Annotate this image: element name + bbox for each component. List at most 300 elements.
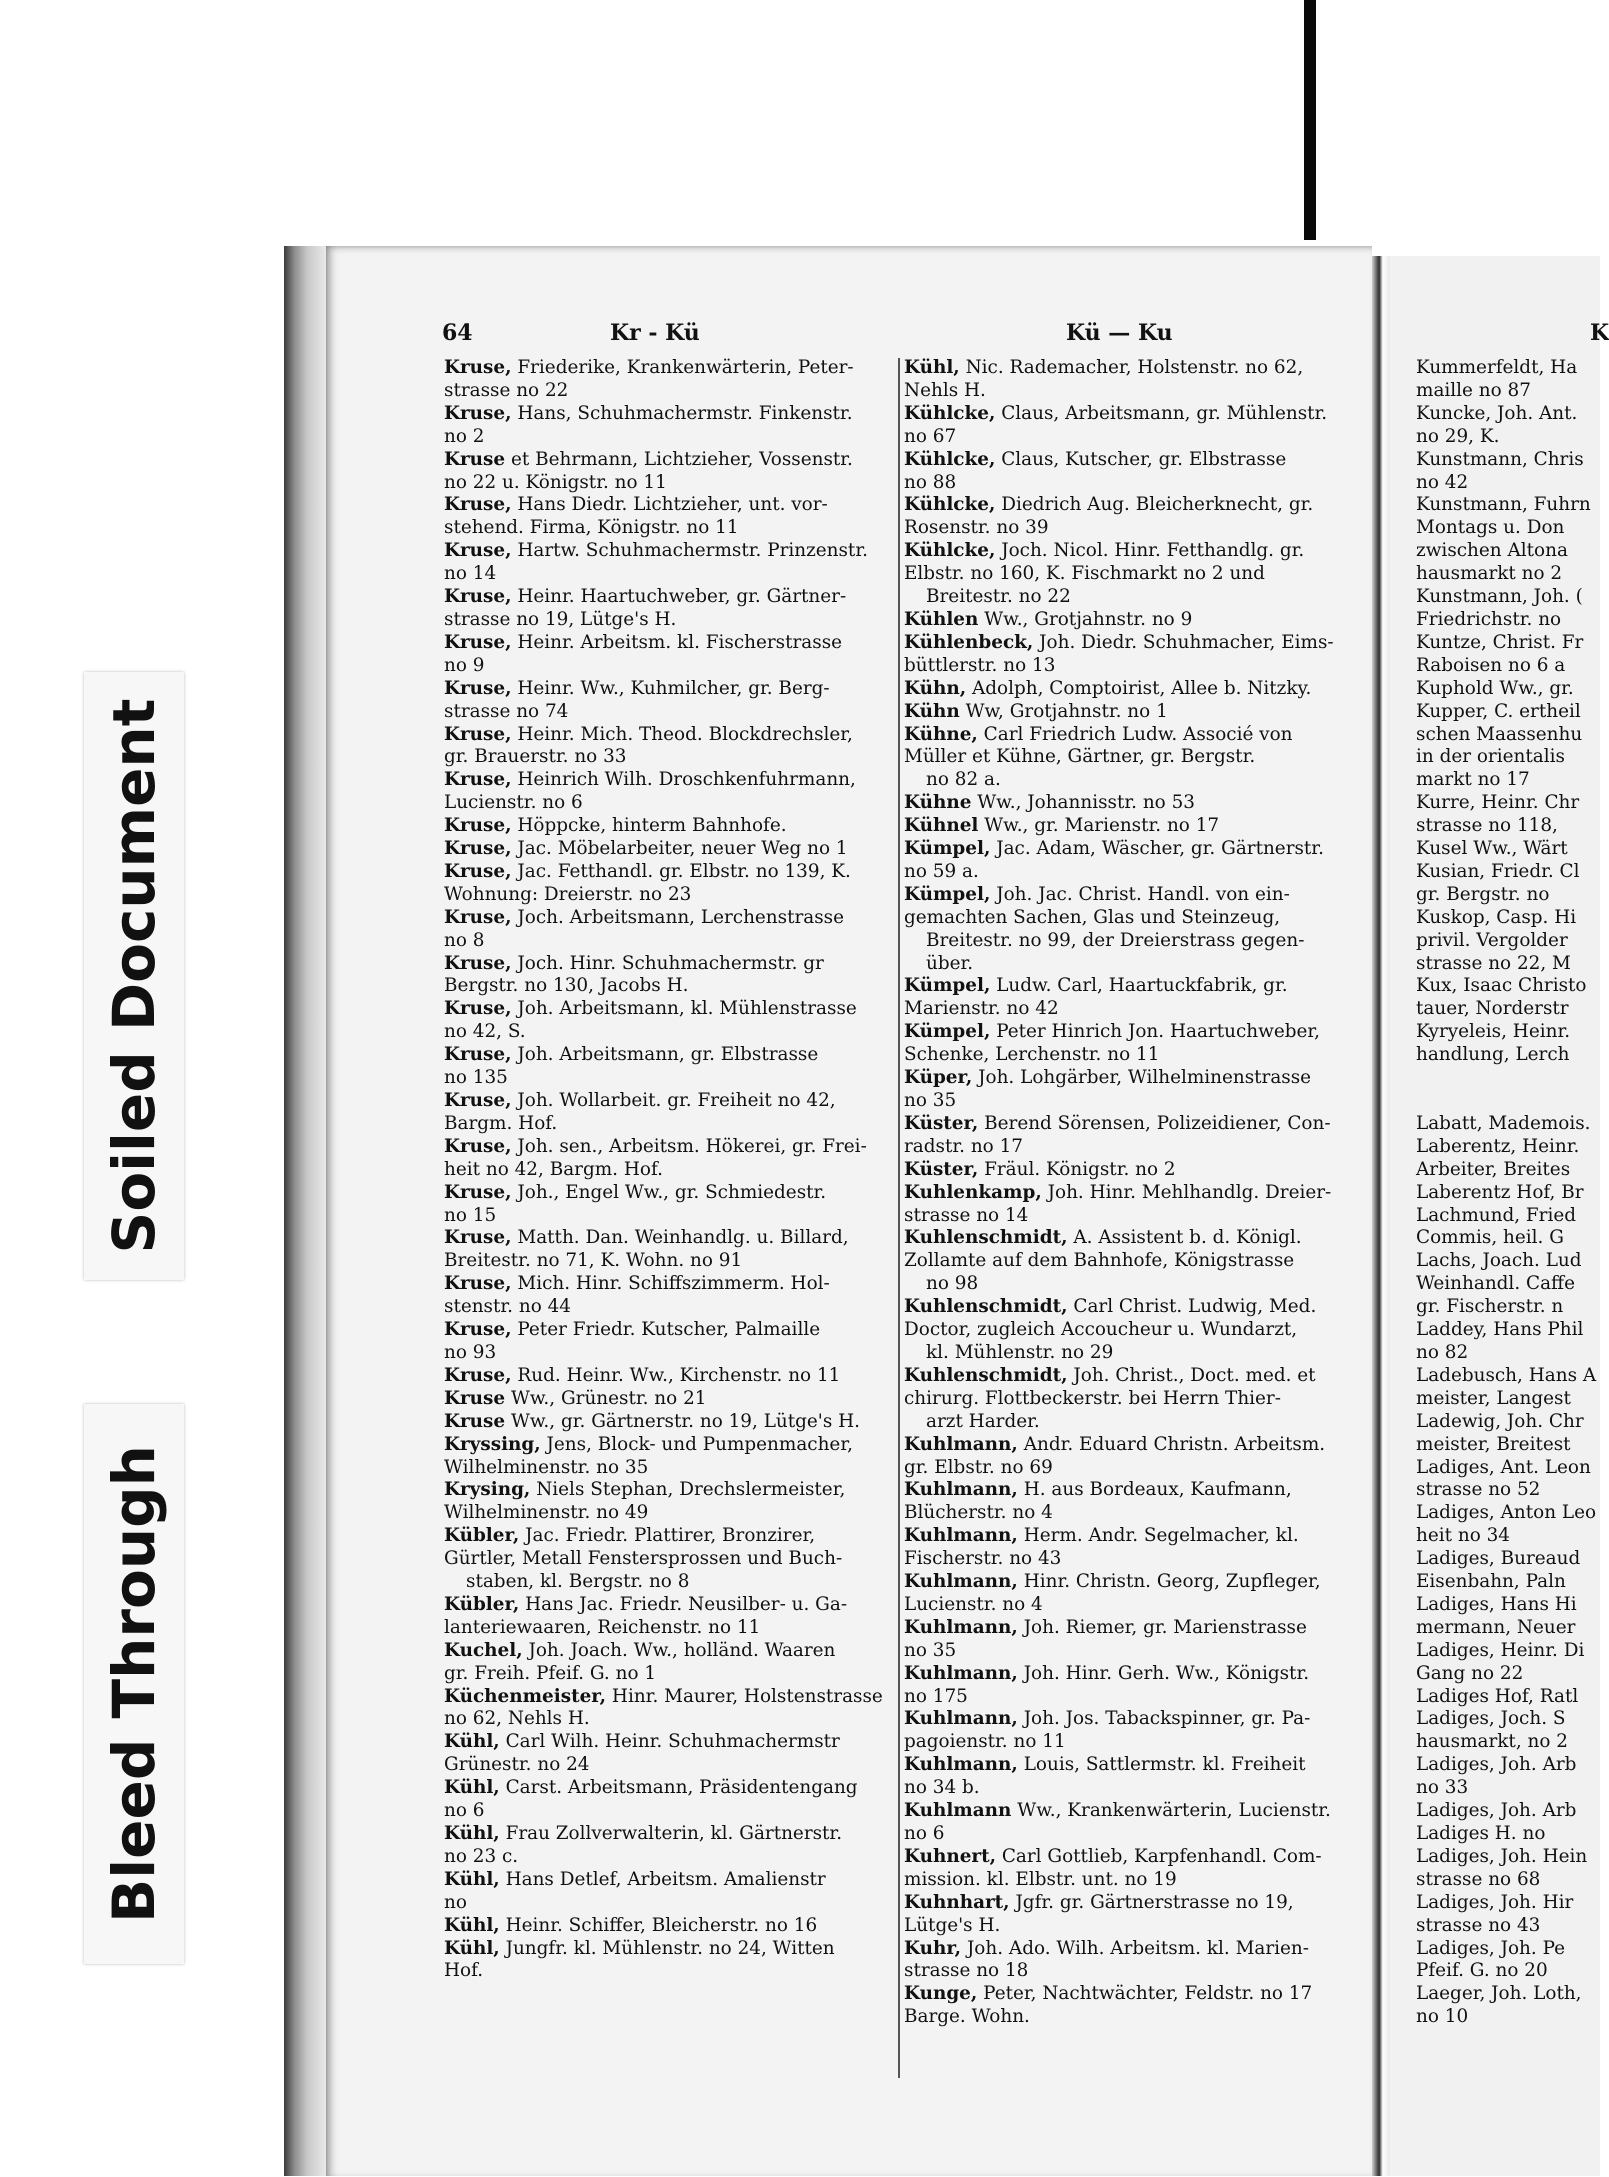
entry-continuation: no 88 — [904, 471, 957, 493]
entry-surname: Küster, — [904, 1158, 979, 1180]
entry-surname: Kühlcke, — [904, 448, 996, 470]
directory-entry — [444, 449, 894, 495]
bleed-through-text: Bleed Through — [100, 1445, 168, 1923]
entry-surname: Kühl, — [444, 1777, 500, 1799]
directory-entry — [904, 792, 1354, 815]
entry-continuation: no 6 — [904, 1823, 945, 1844]
entry-details: Joh. Diedr. Schuhmacher, Eims- — [1039, 631, 1334, 653]
directory-entry — [444, 907, 894, 953]
facing-entry-line: gr. Fischerstr. n — [1416, 1296, 1564, 1318]
facing-entry-line: Kuskop, Casp. Hi — [1416, 906, 1577, 928]
entry-details: Jgfr. gr. Gärtnerstrasse no 19, — [1015, 1891, 1294, 1913]
facing-entry-line — [1416, 1090, 1606, 1113]
entry-continuation: Zollamte auf dem Bahnhofe, Königstrasse — [904, 1250, 1295, 1272]
directory-entry — [444, 494, 894, 540]
facing-entry-line: Commis, heil. G — [1416, 1227, 1564, 1249]
facing-entry-line: privil. Vergolder — [1416, 929, 1568, 951]
facing-entry-line: meister, Breitest — [1416, 1433, 1571, 1455]
entry-details: Heinr. Schiffer, Bleicherstr. no 16 — [505, 1914, 818, 1936]
entry-surname: Kruse, — [444, 860, 512, 882]
entry-surname: Kuhlmann, — [904, 1479, 1018, 1501]
entry-surname: Kruse — [444, 1387, 506, 1409]
entry-continuation: Rosenstr. no 39 — [904, 517, 1049, 539]
entry-continuation: strasse no 18 — [904, 1960, 1029, 1982]
entry-details: Ludw. Carl, Haartuckfabrik, gr. — [996, 975, 1288, 997]
entry-details: Claus, Kutscher, gr. Elbstrasse — [1001, 448, 1287, 470]
entry-continuation: no 9 — [444, 654, 485, 676]
entry-continuation: no 135 — [444, 1067, 508, 1089]
entry-details: Hinr. Christn. Georg, Zupfleger, — [1023, 1571, 1321, 1593]
entry-details: Carl Friedrich Ludw. Associé von — [983, 723, 1293, 745]
entry-details: Carl Wilh. Heinr. Schuhmachermstr — [505, 1731, 840, 1753]
directory-entry — [904, 1617, 1354, 1663]
scan-black-bar — [1304, 0, 1316, 240]
directory-entry — [444, 1090, 894, 1136]
directory-entry — [904, 1938, 1354, 1984]
entry-continuation: no 93 — [444, 1341, 497, 1363]
entry-surname: Kübler, — [444, 1593, 520, 1615]
directory-entry — [444, 1319, 894, 1365]
entry-continuation: pagoienstr. no 11 — [904, 1731, 1066, 1753]
directory-entry — [444, 1525, 894, 1571]
facing-entry-line: zwischen Altona — [1416, 540, 1568, 562]
directory-entry — [904, 586, 1354, 609]
facing-entry-line: Ladiges, Bureaud — [1416, 1548, 1581, 1570]
entry-details: Niels Stephan, Drechslermeister, — [536, 1479, 846, 1501]
entry-continuation: büttlerstr. no 13 — [904, 654, 1056, 676]
entry-details: Heinrich Wilh. Droschkenfuhrmann, — [517, 769, 856, 791]
book-spine — [284, 246, 326, 2176]
entry-continuation: Wilhelminenstr. no 35 — [444, 1456, 649, 1478]
facing-entry-line: Ladiges, Joh. Arb — [1416, 1754, 1577, 1776]
facing-entry-line: mermann, Neuer — [1416, 1616, 1576, 1638]
entry-continuation: gr. Freih. Pfeif. G. no 1 — [444, 1662, 657, 1684]
directory-entry — [904, 1411, 1354, 1434]
facing-entry-line: Kurre, Heinr. Chr — [1416, 792, 1580, 814]
directory-entry — [904, 632, 1354, 678]
entry-continuation: no 59 a. — [904, 860, 979, 882]
entry-continuation: no 14 — [444, 563, 497, 585]
directory-entry — [904, 1021, 1354, 1067]
entry-surname: Kühl, — [444, 1731, 500, 1753]
entry-continuation: strasse no 14 — [904, 1204, 1029, 1226]
directory-entry — [904, 1182, 1354, 1228]
entry-details: Joh. Arbeitsmann, gr. Elbstrasse — [517, 1044, 819, 1066]
entry-continuation: no 175 — [904, 1685, 968, 1707]
facing-entry-line: Ladiges, Hans Hi — [1416, 1593, 1577, 1615]
entry-details: Joh. Lohgärber, Wilhelminenstrasse — [978, 1067, 1312, 1089]
entry-continuation: gemachten Sachen, Glas und Steinzeug, — [904, 906, 1281, 928]
entry-continuation: no 42, S. — [444, 1021, 526, 1043]
facing-entry-line: Ladiges H. no — [1416, 1823, 1546, 1844]
entry-details: Hans, Schuhmachermstr. Finkenstr. — [517, 402, 853, 424]
facing-entry-line: tauer, Norderstr — [1416, 998, 1569, 1020]
entry-details: Jac. Möbelarbeiter, neuer Weg no 1 — [517, 838, 848, 860]
entry-surname: Kruse, — [444, 1090, 512, 1111]
entry-surname: Kruse, — [444, 1364, 512, 1386]
directory-entry — [904, 1754, 1354, 1800]
facing-entry-line: Ladewig, Joh. Chr — [1416, 1410, 1584, 1432]
facing-entry-line: Kusian, Friedr. Cl — [1416, 860, 1580, 882]
entry-surname: Kruse, — [444, 906, 512, 928]
entry-details: Jac. Adam, Wäscher, gr. Gärtnerstr. — [996, 838, 1324, 860]
facing-page-range: K — [1590, 320, 1609, 346]
directory-entry — [444, 1640, 894, 1686]
entry-continuation: Grünestr. no 24 — [444, 1754, 590, 1776]
entry-surname: Kruse, — [444, 586, 512, 608]
facing-entry-line: Laberentz, Heinr. — [1416, 1135, 1580, 1157]
entry-surname: Kruse, — [444, 402, 512, 424]
entry-surname: Küchenmeister, — [444, 1685, 607, 1707]
directory-entry — [444, 1227, 894, 1273]
entry-surname: Küster, — [904, 1112, 979, 1134]
entry-surname: Kühlcke, — [904, 540, 996, 562]
entry-surname: Kühl, — [904, 357, 960, 378]
entry-continuation: Barge. Wohn. — [904, 2006, 1030, 2028]
entry-continuation: Lucienstr. no 6 — [444, 792, 583, 814]
directory-entry — [444, 1915, 894, 1938]
entry-details: Jac. Friedr. Plattirer, Bronzirer, — [525, 1525, 816, 1547]
entry-continuation: strasse no 19, Lütge's H. — [444, 608, 677, 630]
entry-continuation: heit no 42, Bargm. Hof. — [444, 1158, 663, 1180]
directory-entry — [904, 1342, 1354, 1365]
entry-details: Joh., Engel Ww., gr. Schmiedestr. — [517, 1181, 827, 1203]
directory-entry — [444, 769, 894, 815]
facing-entry-line — [1416, 1067, 1606, 1090]
directory-entry — [444, 1571, 894, 1594]
entry-details: Joch. Arbeitsmann, Lerchenstrasse — [517, 906, 844, 928]
facing-entry-line: no 82 — [1416, 1341, 1469, 1363]
entry-details: Jungfr. kl. Mühlenstr. no 24, Witten — [505, 1937, 835, 1959]
entry-continuation: Breitestr. no 71, K. Wohn. no 91 — [444, 1250, 743, 1272]
entry-details: Jac. Fetthandl. gr. Elbstr. no 139, K. — [517, 860, 851, 882]
entry-surname: Kuhr, — [904, 1937, 962, 1959]
entry-surname: Küper, — [904, 1067, 973, 1089]
directory-entry — [444, 1365, 894, 1388]
entry-surname: Kuhlenschmidt, — [904, 1296, 1068, 1318]
entry-surname: Kühl, — [444, 1823, 500, 1844]
facing-entry-line: Labatt, Mademois. — [1416, 1112, 1591, 1134]
entry-continuation: no 34 b. — [904, 1777, 980, 1799]
entry-details: Diedrich Aug. Bleicherknecht, gr. — [1001, 494, 1314, 516]
facing-entry-line: strasse no 43 — [1416, 1914, 1541, 1936]
facing-entry-line: Ladiges, Heinr. Di — [1416, 1639, 1585, 1661]
entry-details: Matth. Dan. Weinhandlg. u. Billard, — [517, 1227, 849, 1249]
entry-details: Joh. sen., Arbeitsm. Hökerei, gr. Frei- — [517, 1135, 867, 1157]
entry-details: Joh. Riemer, gr. Marienstrasse — [1023, 1616, 1307, 1638]
facing-entry-line: schen Maassenhu — [1416, 723, 1583, 745]
entry-details: Ww., Johannisstr. no 53 — [977, 792, 1195, 814]
facing-entry-line: strasse no 118, — [1416, 815, 1558, 837]
facing-entry-line: no 29, K. — [1416, 425, 1500, 447]
directory-entry — [904, 1479, 1354, 1525]
directory-entry — [444, 1869, 894, 1915]
entry-details: Heinr. Mich. Theod. Blockdrechsler, — [517, 723, 853, 745]
directory-entry — [904, 403, 1354, 449]
entry-details: H. aus Bordeaux, Kaufmann, — [1023, 1479, 1292, 1501]
entry-continuation: über. — [926, 952, 974, 974]
entry-continuation: chirurg. Flottbeckerstr. bei Herrn Thier- — [904, 1387, 1281, 1409]
facing-entry-line: Ladiges, Anton Leo — [1416, 1502, 1597, 1524]
entry-continuation: no 8 — [444, 929, 485, 951]
bleed-through-label — [84, 1404, 184, 1964]
facing-entry-line: meister, Langest — [1416, 1387, 1571, 1409]
entry-details: Berend Sörensen, Polizeidiener, Con- — [984, 1112, 1331, 1134]
column-divider — [898, 358, 900, 2078]
entry-surname: Kühl, — [444, 1868, 500, 1890]
entry-continuation: Breitestr. no 99, der Dreierstrass gegen- — [926, 929, 1305, 951]
facing-entry-line: Kunstmann, Chris — [1416, 448, 1584, 470]
directory-entry — [904, 1983, 1354, 2029]
facing-entry-line: Weinhandl. Caffe — [1416, 1273, 1575, 1295]
entry-surname: Kümpel, — [904, 838, 991, 860]
entry-continuation: Schenke, Lerchenstr. no 11 — [904, 1044, 1160, 1066]
directory-entry — [904, 769, 1354, 792]
facing-entry-line: Raboisen no 6 a — [1416, 654, 1566, 676]
facing-entry-line: Ladiges, Ant. Leon — [1416, 1456, 1591, 1478]
entry-surname: Kühlenbeck, — [904, 631, 1034, 653]
entry-details: Carl Gottlieb, Karpfenhandl. Com- — [1001, 1845, 1322, 1867]
entry-surname: Kuhlmann, — [904, 1525, 1018, 1547]
facing-entry-line: Laberentz Hof, Br — [1416, 1181, 1584, 1203]
entry-continuation: strasse no 74 — [444, 700, 569, 722]
facing-entry-line: Montags u. Don — [1416, 517, 1565, 539]
entry-continuation: mission. kl. Elbstr. unt. no 19 — [904, 1868, 1177, 1890]
entry-details: Joh. Hinr. Gerh. Ww., Königstr. — [1023, 1662, 1310, 1684]
directory-entry — [444, 540, 894, 586]
directory-entry — [444, 1434, 894, 1480]
facing-entry-line: Ladiges, Joch. S — [1416, 1708, 1566, 1730]
entry-surname: Kühlcke, — [904, 402, 996, 424]
entry-surname: Kruse, — [444, 1319, 512, 1341]
facing-entry-line: Kyryeleis, Heinr. — [1416, 1021, 1571, 1043]
entry-surname: Kruse — [444, 448, 506, 470]
left-column-range: Kr - Kü — [610, 320, 700, 346]
entry-surname: Kühne — [904, 792, 972, 814]
entry-continuation: Hof. — [444, 1960, 484, 1982]
directory-entry — [444, 1044, 894, 1090]
entry-details: Hans Detlef, Arbeitsm. Amalienstr — [505, 1868, 826, 1890]
directory-entry — [904, 838, 1354, 884]
facing-entry-line: Kupper, C. ertheil — [1416, 700, 1581, 722]
directory-entry — [904, 1067, 1354, 1113]
entry-details: Ww., Krankenwärterin, Lucienstr. — [1017, 1800, 1331, 1822]
entry-continuation: gr. Elbstr. no 69 — [904, 1456, 1053, 1478]
facing-entry-line: strasse no 22, M — [1416, 952, 1571, 974]
facing-entry-line: Lachmund, Fried — [1416, 1204, 1577, 1226]
entry-continuation: no 98 — [926, 1273, 979, 1295]
facing-entry-line: strasse no 52 — [1416, 1479, 1541, 1501]
directory-entry — [444, 1411, 894, 1434]
entry-details: Herm. Andr. Segelmacher, kl. — [1023, 1525, 1299, 1547]
entry-continuation: gr. Brauerstr. no 33 — [444, 746, 627, 768]
facing-entry-line: Kunstmann, Fuhrn — [1416, 494, 1591, 516]
directory-entry — [904, 1273, 1354, 1296]
entry-surname: Krysing, — [444, 1479, 531, 1501]
entry-continuation: stehend. Firma, Königstr. no 11 — [444, 517, 739, 539]
entry-surname: Kübler, — [444, 1525, 520, 1547]
facing-entry-line: Ladiges, Joh. Hein — [1416, 1845, 1588, 1867]
entry-details: Heinr. Arbeitsm. kl. Fischerstrasse — [517, 631, 843, 653]
directory-entry — [904, 1113, 1354, 1159]
entry-details: Heinr. Ww., Kuhmilcher, gr. Berg- — [517, 677, 830, 699]
directory-entry — [444, 1731, 894, 1777]
entry-surname: Kruse, — [444, 838, 512, 860]
facing-entry-line: hausmarkt no 2 — [1416, 563, 1563, 585]
directory-entry — [444, 1938, 894, 1984]
directory-entry — [904, 1892, 1354, 1938]
entry-details: Carl Christ. Ludwig, Med. — [1073, 1296, 1317, 1318]
facing-entry-line: strasse no 68 — [1416, 1868, 1541, 1890]
entry-continuation: Nehls H. — [904, 379, 986, 401]
entry-details: Joh. Joach. Ww., holländ. Waaren — [528, 1639, 836, 1661]
entry-details: A. Assistent b. d. Königl. — [1073, 1227, 1302, 1249]
entry-surname: Kuhnert, — [904, 1845, 996, 1867]
directory-entry — [904, 1663, 1354, 1709]
soiled-document-text: Soiled Document — [100, 698, 168, 1254]
entry-surname: Kümpel, — [904, 883, 991, 905]
entry-details: Fräul. Königstr. no 2 — [984, 1158, 1176, 1180]
entry-details: Louis, Sattlermstr. kl. Freiheit — [1023, 1754, 1306, 1776]
entry-details: Joh. Wollarbeit. gr. Freiheit no 42, — [517, 1090, 836, 1111]
entry-details: Hans Diedr. Lichtzieher, unt. vor- — [517, 494, 828, 516]
entry-surname: Kruse, — [444, 998, 512, 1020]
entry-surname: Kruse, — [444, 494, 512, 516]
entry-surname: Kühne, — [904, 723, 978, 745]
entry-surname: Kruse, — [444, 1181, 512, 1203]
entry-surname: Kruse, — [444, 1135, 512, 1157]
entry-surname: Kühlen — [904, 608, 979, 630]
entry-surname: Kuhlenkamp, — [904, 1181, 1042, 1203]
entry-surname: Kühlcke, — [904, 494, 996, 516]
directory-entry — [904, 975, 1354, 1021]
entry-continuation: Lütge's H. — [904, 1914, 1001, 1936]
entry-continuation: Müller et Kühne, Gärtner, gr. Bergstr. — [904, 746, 1256, 768]
directory-entry — [904, 1159, 1354, 1182]
directory-entry — [444, 1136, 894, 1182]
entry-surname: Kühn — [904, 700, 960, 722]
facing-directory-column — [1416, 357, 1606, 2029]
directory-entry — [904, 1800, 1354, 1846]
entry-continuation: stenstr. no 44 — [444, 1296, 572, 1318]
entry-surname: Kruse, — [444, 723, 512, 745]
directory-entry — [904, 678, 1354, 701]
entry-surname: Kuhnhart, — [904, 1891, 1010, 1913]
directory-entry — [444, 403, 894, 449]
left-directory-column — [444, 357, 894, 1983]
entry-continuation: no 35 — [904, 1090, 957, 1111]
middle-directory-column — [904, 357, 1354, 2029]
entry-surname: Kuhlenschmidt, — [904, 1227, 1068, 1249]
directory-entry — [904, 701, 1354, 724]
directory-entry — [444, 1823, 894, 1869]
directory-entry — [444, 1273, 894, 1319]
entry-details: Joh. Hinr. Mehlhandlg. Dreier- — [1047, 1181, 1332, 1203]
entry-continuation: no 82 a. — [926, 769, 1001, 791]
entry-continuation: Blücherstr. no 4 — [904, 1502, 1053, 1524]
directory-entry — [904, 609, 1354, 632]
facing-entry-line: Laddey, Hans Phil — [1416, 1319, 1584, 1341]
facing-entry-line: Ladiges Hof, Ratl — [1416, 1685, 1579, 1707]
entry-details: et Behrmann, Lichtzieher, Vossenstr. — [510, 448, 853, 470]
directory-entry — [904, 1227, 1354, 1273]
entry-continuation: Doctor, zugleich Accoucheur u. Wundarzt, — [904, 1319, 1298, 1341]
entry-surname: Kuhlmann, — [904, 1754, 1018, 1776]
directory-entry — [444, 632, 894, 678]
entry-details: Peter Hinrich Jon. Haartuchweber, — [996, 1021, 1321, 1043]
facing-entry-line: Lachs, Joach. Lud — [1416, 1250, 1582, 1272]
entry-details: Ww., gr. Marienstr. no 17 — [984, 815, 1220, 837]
entry-continuation: kl. Mühlenstr. no 29 — [926, 1341, 1114, 1363]
entry-continuation: Fischerstr. no 43 — [904, 1548, 1062, 1570]
entry-surname: Kruse, — [444, 357, 512, 378]
page-number: 64 — [442, 320, 473, 346]
entry-surname: Kruse, — [444, 815, 512, 837]
entry-details: Nic. Rademacher, Holstenstr. no 62, — [965, 357, 1304, 378]
directory-entry — [904, 884, 1354, 930]
entry-surname: Kuhlmann, — [904, 1708, 1018, 1730]
entry-continuation: no 35 — [904, 1639, 957, 1661]
directory-entry — [444, 724, 894, 770]
directory-entry — [904, 1846, 1354, 1892]
entry-details: Joh. Jos. Tabackspinner, gr. Pa- — [1023, 1708, 1311, 1730]
entry-details: Joch. Nicol. Hinr. Fetthandlg. gr. — [1001, 540, 1305, 562]
facing-entry-line: Kunstmann, Joh. ( — [1416, 586, 1583, 608]
facing-entry-line: Kuphold Ww., gr. — [1416, 677, 1574, 699]
entry-details: Joh. Christ., Doct. med. et — [1073, 1364, 1316, 1386]
directory-entry — [444, 1686, 894, 1732]
facing-entry-line: Gang no 22 — [1416, 1662, 1524, 1684]
entry-details: Claus, Arbeitsmann, gr. Mühlenstr. — [1001, 402, 1328, 424]
entry-details: Mich. Hinr. Schiffszimmerm. Hol- — [517, 1273, 830, 1295]
entry-details: Ww, Grotjahnstr. no 1 — [965, 700, 1168, 722]
entry-surname: Kruse, — [444, 631, 512, 653]
entry-surname: Kruse, — [444, 540, 512, 562]
directory-entry — [904, 357, 1354, 403]
entry-continuation: radstr. no 17 — [904, 1135, 1023, 1157]
entry-continuation: Bergstr. no 130, Jacobs H. — [444, 975, 689, 997]
facing-entry-line: Pfeif. G. no 20 — [1416, 1960, 1548, 1982]
entry-details: Andr. Eduard Christn. Arbeitsm. — [1023, 1433, 1326, 1455]
entry-surname: Kuhlmann, — [904, 1616, 1018, 1638]
entry-continuation: Wilhelminenstr. no 49 — [444, 1502, 649, 1524]
directory-entry — [444, 953, 894, 999]
entry-surname: Kruse, — [444, 769, 512, 791]
soiled-document-label — [84, 672, 184, 1280]
directory-entry — [904, 953, 1354, 976]
directory-entry — [904, 930, 1354, 953]
entry-surname: Kühl, — [444, 1914, 500, 1936]
facing-entry-line: markt no 17 — [1416, 769, 1530, 791]
entry-details: Ww., Grotjahnstr. no 9 — [984, 608, 1193, 630]
entry-details: Joh. Jac. Christ. Handl. von ein- — [996, 883, 1290, 905]
entry-details: Hartw. Schuhmachermstr. Prinzenstr. — [517, 540, 868, 562]
entry-details: Ww., Grünestr. no 21 — [510, 1387, 707, 1409]
entry-details: Hans Jac. Friedr. Neusilber- u. Ga- — [525, 1593, 848, 1615]
facing-entry-line: Ladiges, Joh. Hir — [1416, 1891, 1574, 1913]
entry-details: Adolph, Comptoirist, Allee b. Nitzky. — [971, 677, 1312, 699]
entry-details: Peter Friedr. Kutscher, Palmaille — [517, 1319, 821, 1341]
entry-continuation: no 6 — [444, 1800, 485, 1822]
entry-details: Joh. Arbeitsmann, kl. Mühlenstrasse — [517, 998, 857, 1020]
entry-continuation: no 23 c. — [444, 1845, 519, 1867]
facing-entry-line: gr. Bergstr. no — [1416, 883, 1550, 905]
entry-surname: Kruse, — [444, 1227, 512, 1249]
entry-details: Friederike, Krankenwärterin, Peter- — [517, 357, 854, 378]
entry-continuation: arzt Harder. — [926, 1410, 1040, 1432]
entry-details: Joh. Ado. Wilh. Arbeitsm. kl. Marien- — [966, 1937, 1309, 1959]
entry-surname: Kuhlmann, — [904, 1662, 1018, 1684]
